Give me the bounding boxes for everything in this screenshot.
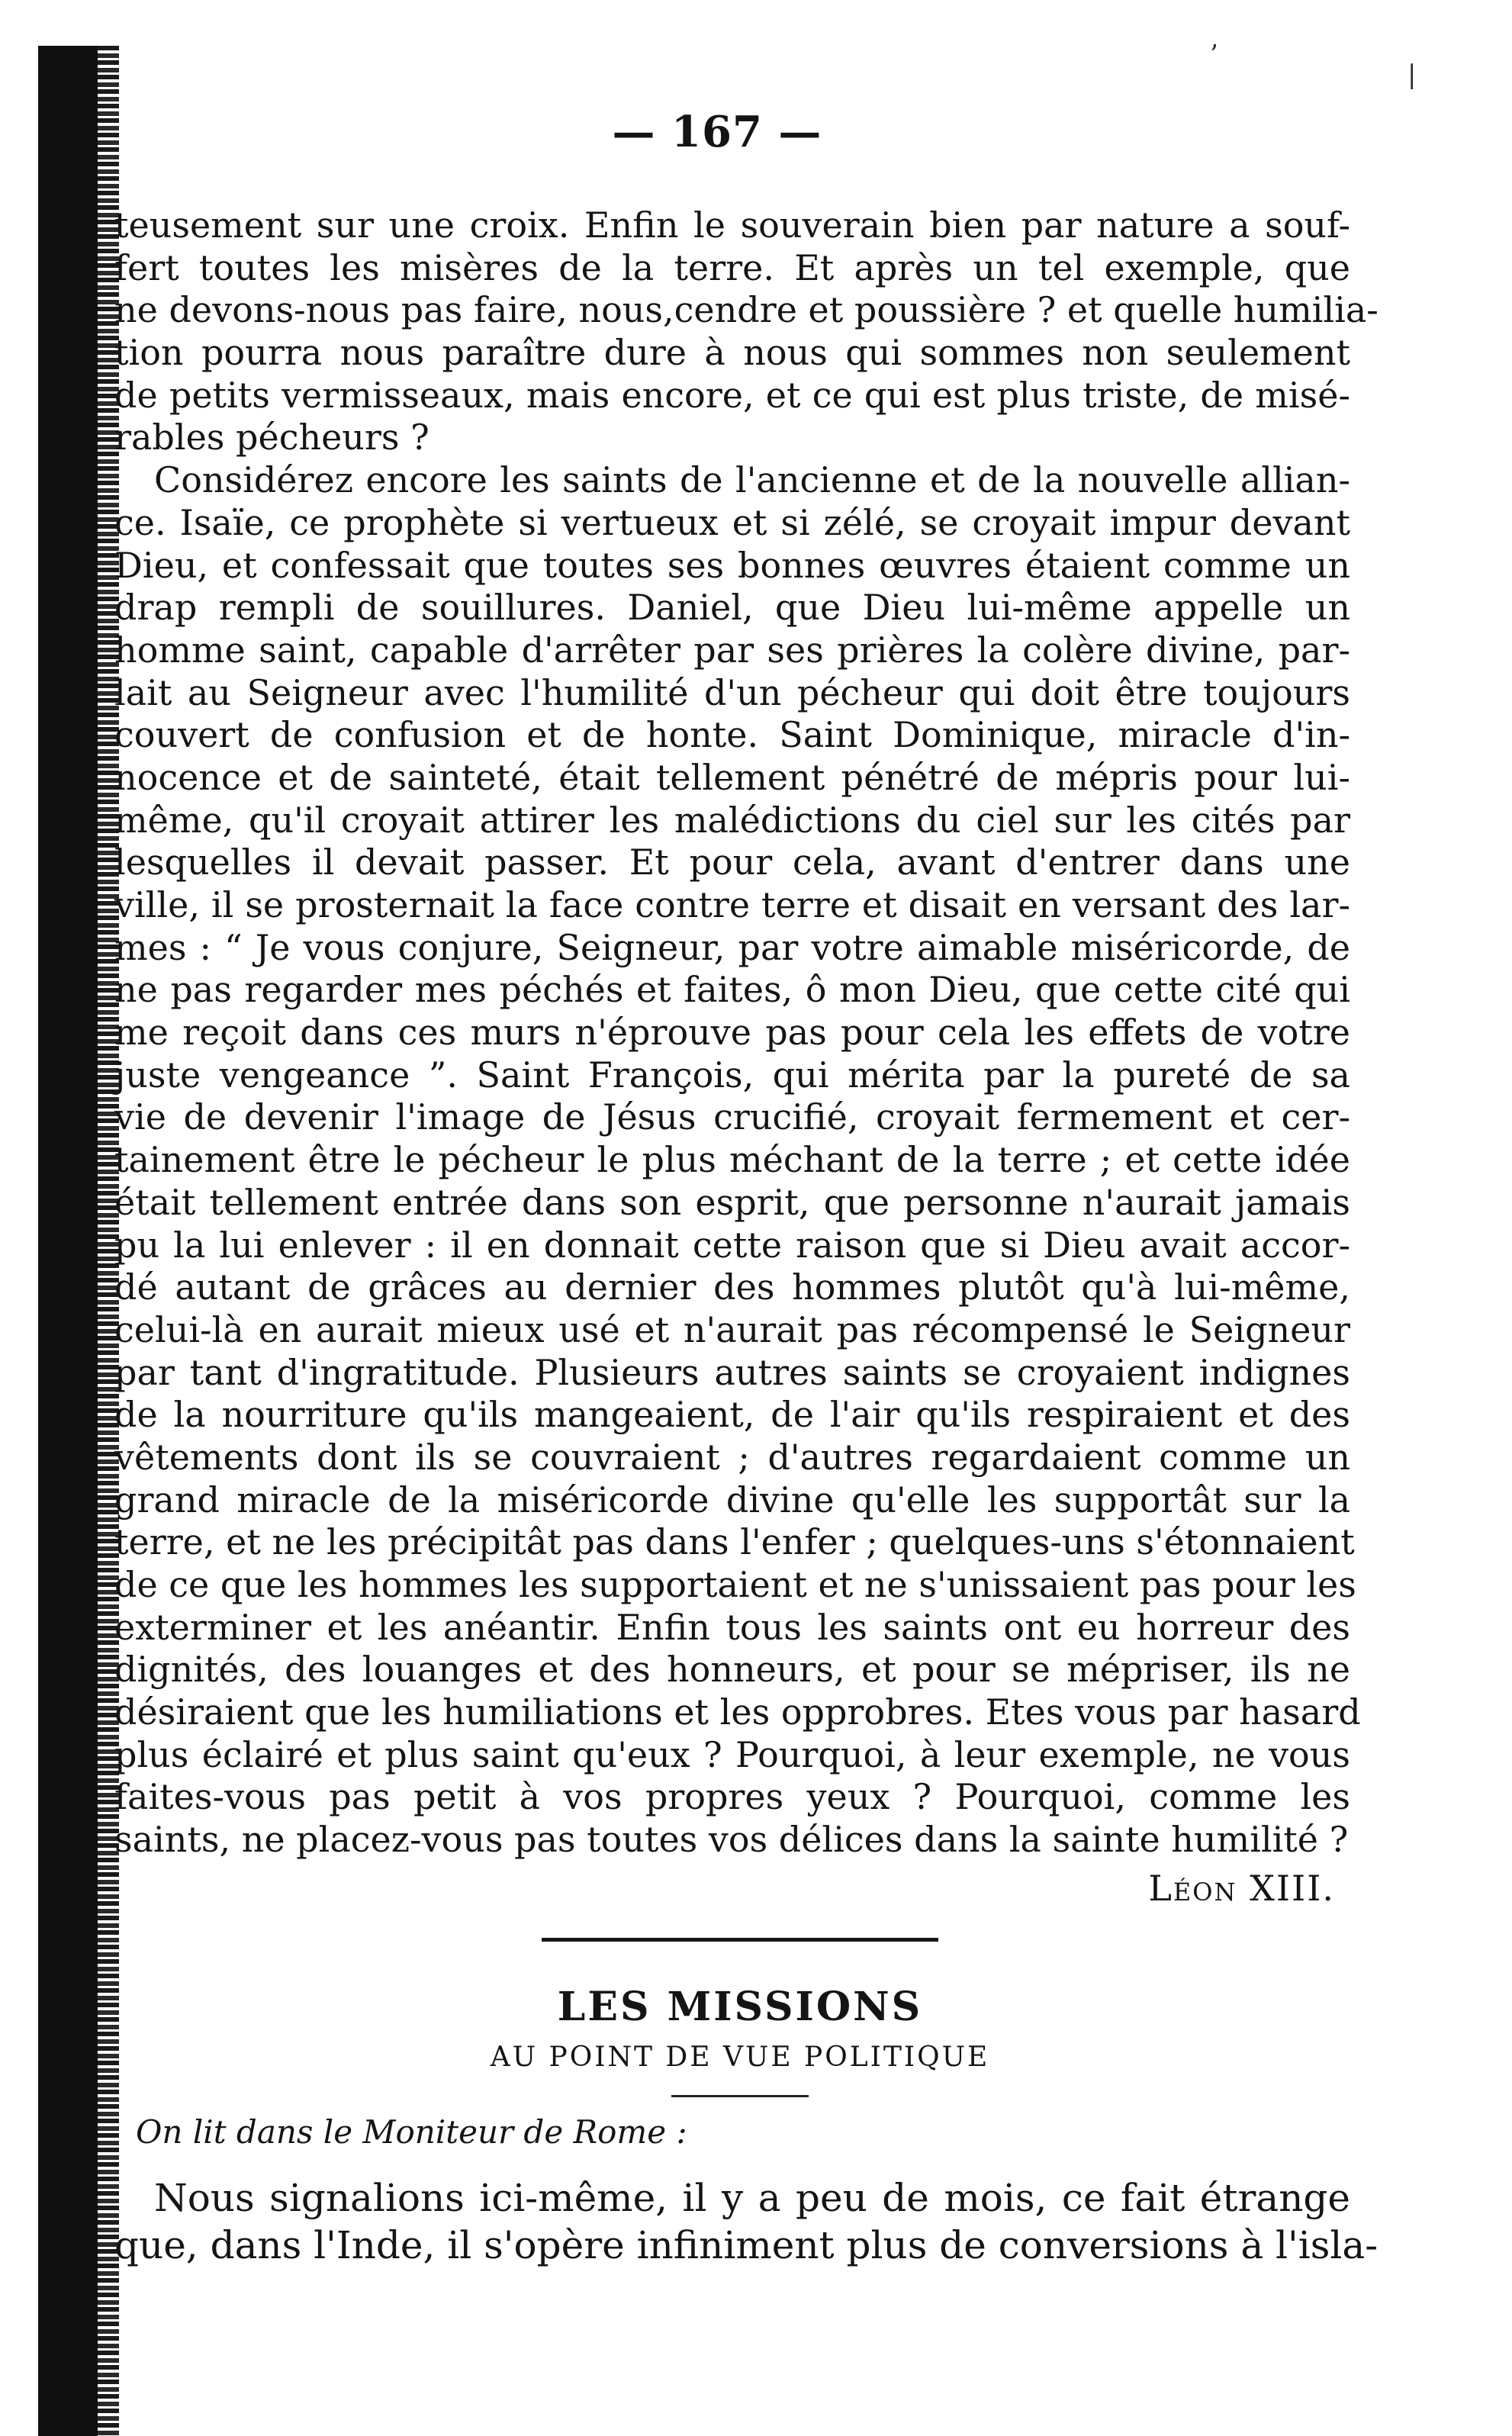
text-line: nocence et de sainteté, était tellement pénétré de mépris pour lui- <box>114 756 1350 798</box>
text-line: ne pas regarder mes péchés et faites, ô mon Dieu, que cette cité qui <box>114 969 1350 1011</box>
text-line: ce. Isaïe, ce prophète si vertueux et si zélé, se croyait impur devant <box>114 501 1350 543</box>
text-line: juste vengeance ”. Saint François, qui mérita par la pureté de sa <box>114 1054 1350 1096</box>
text-line: même, qu'il croyait attirer les malédictions du ciel sur les cités par <box>114 799 1350 841</box>
text-line: dé autant de grâces au dernier des hommes plutôt qu'à lui-même, <box>114 1266 1350 1308</box>
text-line: faites-vous pas petit à vos propres yeux ? Pourquoi, comme les <box>114 1776 1350 1818</box>
text-line: lait au Seigneur avec l'humilité d'un pécheur qui doit être toujours <box>114 671 1350 713</box>
section-body <box>114 2174 1378 2269</box>
text-line: tion pourra nous paraître dure à nous qui sommes non seulement <box>114 332 1350 374</box>
article-body <box>114 204 1378 1862</box>
subtitle-divider <box>671 2095 809 2097</box>
text-line: plus éclairé et plus saint qu'eux ? Pourquoi, à leur exemple, ne vous <box>114 1733 1350 1775</box>
text-line: me reçoit dans ces murs n'éprouve pas pour cela les effets de votre <box>114 1012 1350 1054</box>
text-line: couvert de confusion et de honte. Saint Dominique, miracle d'in- <box>114 714 1350 756</box>
text-line: exterminer et les anéantir. Enfin tous les saints ont eu horreur des <box>114 1606 1350 1648</box>
text-line: Considérez encore les saints de l'ancienne et de la nouvelle allian- <box>154 459 1350 501</box>
text-line: était tellement entrée dans son esprit, que personne n'aurait jamais <box>114 1181 1350 1223</box>
text-line: celui-là en aurait mieux usé et n'aurait pas récompensé le Seigneur <box>114 1308 1350 1350</box>
text-line: lesquelles il devait passer. Et pour cela, avant d'entrer dans une <box>114 841 1350 883</box>
text-line: teusement sur une croix. Enfin le souverain bien par nature a souf- <box>114 204 1350 246</box>
scan-artifact-mark: | <box>1407 60 1417 90</box>
text-line: terre, et ne les précipitât pas dans l'enfer ; quelques-uns s'étonnaient <box>114 1521 1355 1563</box>
text-line: vêtements dont ils se couvraient ; d'autres regardaient comme un <box>114 1436 1350 1478</box>
text-line: vie de devenir l'image de Jésus crucifié, croyait fermement et cer- <box>114 1096 1350 1138</box>
text-line: tainement être le pécheur le plus méchant de la terre ; et cette idée <box>114 1139 1350 1181</box>
text-line: de la nourriture qu'ils mangeaient, de l'air qu'ils respiraient et des <box>114 1394 1350 1436</box>
text-line: grand miracle de la miséricorde divine qu'elle les supportât sur la <box>114 1479 1350 1520</box>
author-signature: Léon XIII. <box>1148 1868 1335 1909</box>
text-line: Nous signalions ici-même, il y a peu de mois, ce fait étrange <box>154 2176 1350 2220</box>
section-subtitle: AU POINT DE VUE POLITIQUE <box>490 2042 990 2073</box>
page-number: — 167 — <box>612 107 822 157</box>
section-divider <box>542 1938 938 1942</box>
text-line: par tant d'ingratitude. Plusieurs autres saints se croyaient indignes <box>114 1351 1350 1393</box>
text-line: mes : “ Je vous conjure, Seigneur, par votre aimable miséricorde, de <box>114 926 1350 968</box>
text-line: saints, ne placez-vous pas toutes vos délices dans la sainte humilité ? <box>114 1819 1349 1861</box>
scan-binding-edge <box>38 46 107 2436</box>
text-line: que, dans l'Inde, il s'opère infiniment plus de conversions à l'isla- <box>114 2223 1378 2267</box>
text-line: de petits vermisseaux, mais encore, et ce qui est plus triste, de misé- <box>114 374 1350 416</box>
text-line: ne devons-nous pas faire, nous,cendre et poussière ? et quelle humilia- <box>114 289 1378 331</box>
text-line: Dieu, et confessait que toutes ses bonnes œuvres étaient comme un <box>114 544 1350 586</box>
text-line: de ce que les hommes les supportaient et ne s'unissaient pas pour les <box>114 1564 1356 1605</box>
section-intro: On lit dans le Moniteur de Rome : <box>136 2113 687 2151</box>
text-line: homme saint, capable d'arrêter par ses prières la colère divine, par- <box>114 629 1350 671</box>
text-line: dignités, des louanges et des honneurs, et pour se mépriser, ils ne <box>114 1649 1350 1691</box>
text-line: rables pécheurs ? <box>114 417 429 459</box>
text-line: ville, il se prosternait la face contre terre et disait en versant des lar- <box>114 884 1350 925</box>
text-line: désiraient que les humiliations et les opprobres. Etes vous par hasard <box>114 1691 1361 1733</box>
text-line: drap rempli de souillures. Daniel, que Dieu lui-même appelle un <box>114 587 1350 629</box>
scan-artifact-mark: ʼ <box>1209 40 1218 70</box>
section-title: LES MISSIONS <box>557 1984 923 2030</box>
text-line: fert toutes les misères de la terre. Et après un tel exemple, que <box>114 246 1350 288</box>
text-line: pu la lui enlever : il en donnait cette raison que si Dieu avait accor- <box>114 1224 1350 1266</box>
